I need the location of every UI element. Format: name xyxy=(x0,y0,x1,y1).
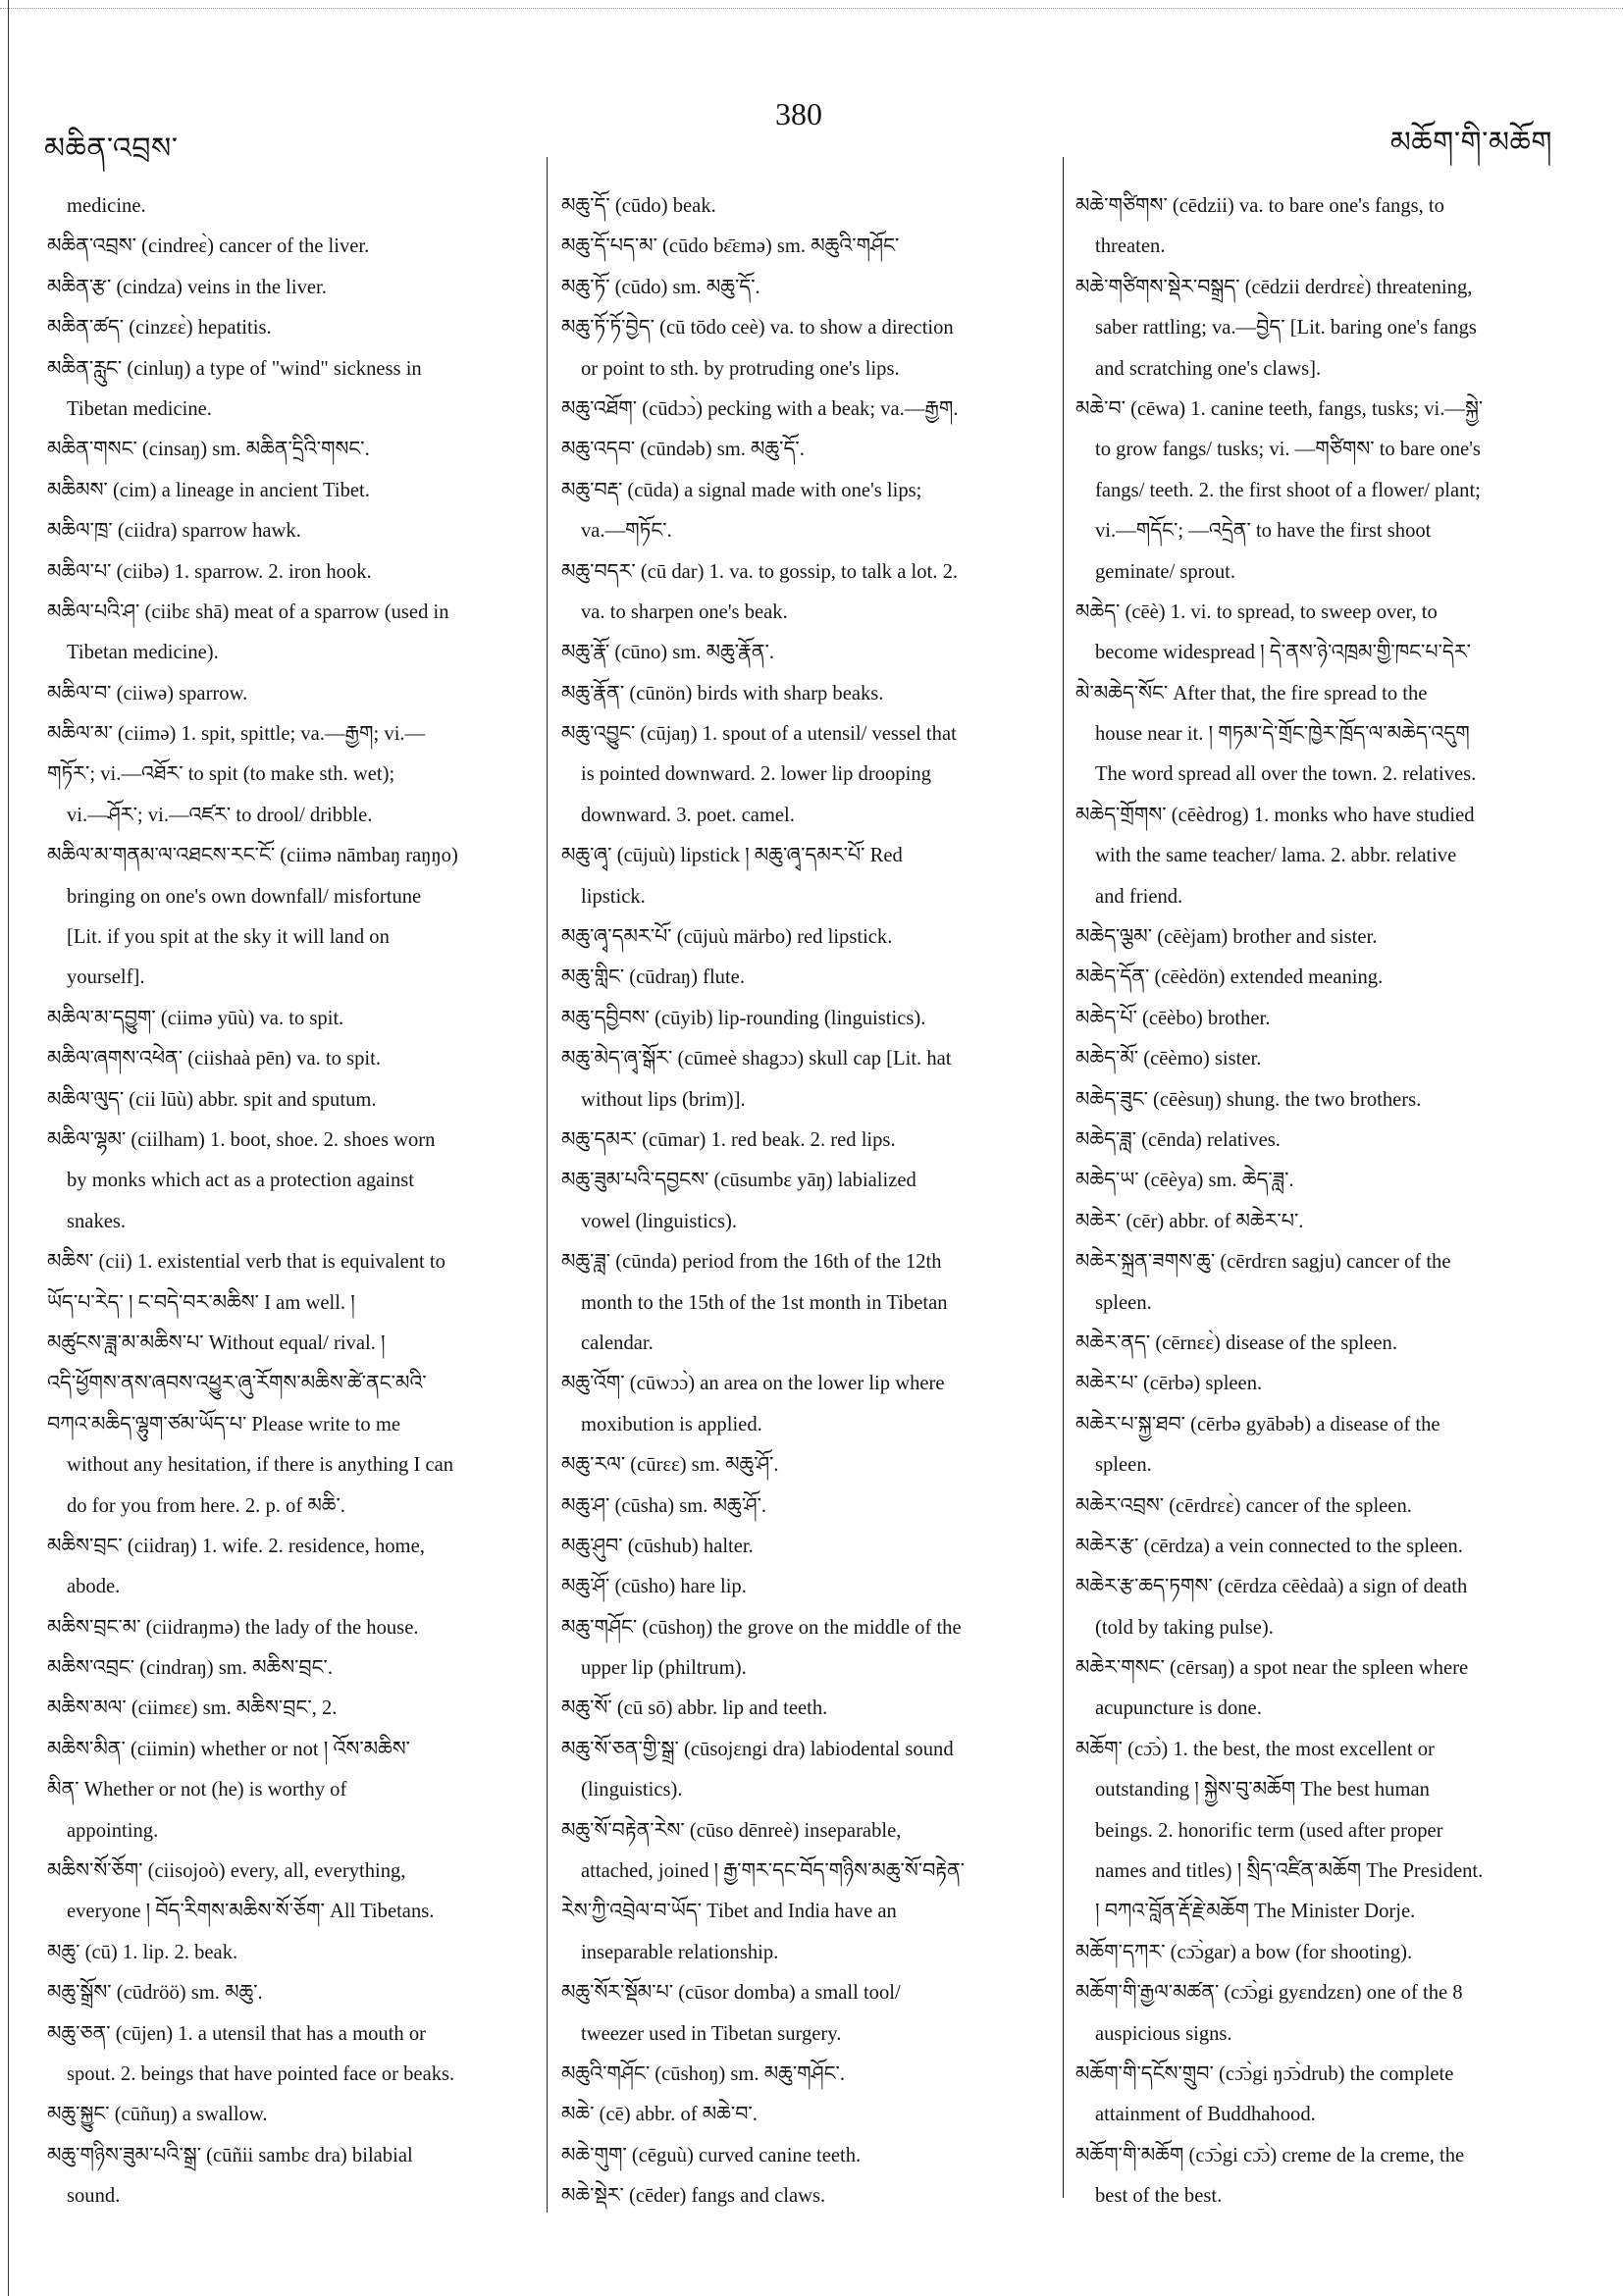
entry-headword-line: མཆུ་རྣོ་ (cūno) sm. མཆུ་རྣོན་. xyxy=(561,642,774,664)
entry-continuation-line: do for you from here. 2. p. of མཆི་. xyxy=(67,1494,345,1517)
entry-continuation-line: ། བཀའ་བློན་རྡོ་རྗེ་མཆོག The Minister Dorje. xyxy=(1095,1901,1416,1923)
entry-headword-line: མཆེད་ཟླ་ (cēnda) relatives. xyxy=(1075,1128,1281,1151)
entry-continuation-line: Tibetan medicine. xyxy=(67,397,212,420)
entry-headword-line: མཆེ་ (cē) abbr. of མཆེ་བ་. xyxy=(561,2104,758,2126)
entry-headword-line: མཆིལ་མ་དབྱུག་ (ciimə yūù) va. to spit. xyxy=(47,1007,344,1029)
entry-continuation-line: geminate/ sprout. xyxy=(1095,560,1235,583)
entry-headword-line: མཚུངས་ཟླ་མ་མཆིས་པ་ Without equal/ rival. ། xyxy=(47,1331,386,1354)
page-number: 380 xyxy=(775,96,822,131)
entry-headword-line: མཆུ་ཤུབ་ (cūshub) halter. xyxy=(561,1535,754,1557)
entry-headword-line: མཆུ་རྣོན་ (cūnön) birds with sharp beaks. xyxy=(561,682,884,704)
entry-continuation-line: (told by taking pulse). xyxy=(1095,1616,1274,1639)
entry-headword-line: མཆུ་འོག་ (cūwɔɔ̀) an area on the lower lip where xyxy=(561,1373,945,1395)
entry-headword-line: མིན་ Whether or not (he) is worthy of xyxy=(47,1779,347,1801)
entry-headword-line: མཆེར་ (cēr) abbr. of མཆེར་པ་. xyxy=(1075,1210,1304,1232)
entry-headword-line: མཆུ་སོ་བརྟེན་རེས་ (cūso dēnreè) inseparable, xyxy=(561,1819,902,1842)
entry-headword-line: མཆུ་ཤོ་ (cūsho) hare lip. xyxy=(561,1576,747,1598)
entry-headword-line: གཏོར་; vi.—འཐོར་ to spit (to make sth. wet); xyxy=(47,763,395,786)
entry-headword-line: མཆིས་ (cii) 1. existential verb that is equivalent to xyxy=(47,1251,445,1274)
entry-continuation-line: moxibution is applied. xyxy=(581,1413,762,1435)
entry-continuation-line: and friend. xyxy=(1095,885,1183,908)
entry-headword-line: མཆིལ་པ་ (ciibə) 1. sparrow. 2. iron hook. xyxy=(47,560,372,583)
entry-headword-line: མཆུ་འདབ་ (cūndəb) sm. མཆུ་དོ་. xyxy=(561,439,805,461)
entry-headword-line: མཆུ་གཉིས་ཟུམ་པའི་སྒྲ་ (cūñii sambɛ dra) bilabial xyxy=(47,2144,413,2166)
entry-headword-line: མཆིས་འབྲང་ (cindraŋ) sm. མཆིས་བྲང་. xyxy=(47,1657,333,1680)
entry-headword-line: མཆེར་ནད་ (cērnɛɛ̀) disease of the spleen. xyxy=(1075,1331,1397,1354)
entry-headword-line: མཆེད་ཡ་ (cēèya) sm. ཆེད་ཟླ་. xyxy=(1075,1170,1294,1192)
entry-headword-line: མཆེད་ (cēè) 1. vi. to spread, to sweep over, to xyxy=(1075,600,1438,623)
entry-continuation-line: beings. 2. honorific term (used after proper xyxy=(1095,1819,1443,1842)
entry-headword-line: མཆིལ་ལྷམ་ (ciilham) 1. boot, shoe. 2. shoes worn xyxy=(47,1128,436,1151)
entry-headword-line: མཆུ་གཤོང་ (cūshoŋ) the grove on the middle of the xyxy=(561,1616,962,1639)
entry-headword-line: མཆོག་གི་མཆོག (cɔ̄ɔ̀gi cɔ̄ɔ̀) creme de la creme, the xyxy=(1075,2144,1465,2166)
entry-continuation-line: spleen. xyxy=(1095,1454,1152,1477)
entry-headword-line: མཆུ་སོ་ཅན་གྱི་སྒྲ་ (cūsojɛngi dra) labiodental sound xyxy=(561,1738,954,1760)
entry-continuation-line: medicine. xyxy=(67,195,146,217)
entry-continuation-line: without lips (brim)]. xyxy=(581,1088,746,1111)
entry-headword-line: མཆིས་བྲང་མ་ (ciidraŋmə) the lady of the house. xyxy=(47,1616,419,1639)
entry-continuation-line: attainment of Buddhahood. xyxy=(1095,2104,1316,2126)
entry-continuation-line: (linguistics). xyxy=(581,1779,683,1801)
entry-headword-line: མཆིན་ཚད་ (cinzɛɛ̀) hepatitis. xyxy=(47,317,272,339)
entry-headword-line: མཆུ་ཟླ་ (cūnda) period from the 16th of the 12th xyxy=(561,1251,942,1274)
entry-headword-line: མཆུ་སོ་ (cū sō) abbr. lip and teeth. xyxy=(561,1697,828,1720)
entry-continuation-line: everyone ། བོད་རིགས་མཆིས་སོ་ཅོག་ All Tibetans. xyxy=(67,1901,435,1923)
entry-headword-line: མཆུ་སྒྲོས་ (cūdröö) sm. མཆུ་. xyxy=(47,1982,263,2005)
entry-continuation-line: spleen. xyxy=(1095,1291,1152,1314)
entry-continuation-line: house near it. ། གཏམ་དེ་གྲོང་ཁྱེར་ཁྲོད་ལ་མཆེད་འདུག xyxy=(1095,723,1470,746)
entry-headword-line: མཆིལ་ཁྲ་ (ciidra) sparrow hawk. xyxy=(47,520,301,543)
entry-headword-line: བཀའ་མཆིད་ལྷུག་ཙམ་ཡོད་པ་ Please write to me xyxy=(47,1413,400,1435)
dictionary-column-2 xyxy=(561,186,1052,2218)
entry-headword-line: མཆུ་སོར་སྡོམ་པ་ (cūsor domba) a small tool/ xyxy=(561,1982,901,2005)
entry-headword-line: མཆོག་གི་རྒྱལ་མཚན་ (cɔ̄ɔ̀gi gyɛndzɛn) one of the 8 xyxy=(1075,1982,1463,2005)
entry-headword-line: མཆུ་ཏོ་ཏོ་བྱེད་ (cū tōdo ceè) va. to show a direction xyxy=(561,317,954,339)
entry-continuation-line: by monks which act as a protection against xyxy=(67,1170,415,1192)
entry-headword-line: མཆེར་གསང་ (cērsaŋ) a spot near the spleen where xyxy=(1075,1657,1469,1680)
entry-headword-line: མཆིས་སོ་ཅོག་ (ciisojoò) every, all, everything, xyxy=(47,1860,406,1883)
entry-headword-line: མཆེར་སྐྲན་ཟགས་ཆུ་ (cērdrɛn sagju) cancer of the xyxy=(1075,1251,1451,1274)
entry-continuation-line: and scratching one's claws]. xyxy=(1095,357,1322,380)
right-guide-word: མཆོག་གི་མཆོག xyxy=(1389,127,1552,159)
entry-continuation-line: vowel (linguistics). xyxy=(581,1210,738,1232)
entry-headword-line: མཆུ་མེད་ཞྭ་སྒོར་ (cūmeè shagɔɔ) skull cap [Lit. hat xyxy=(561,1048,952,1070)
entry-headword-line: མཆིལ་བ་ (ciiwə) sparrow. xyxy=(47,682,248,704)
column-divider xyxy=(1063,157,1064,2198)
entry-headword-line: མཆུ་དབྱིབས་ (cūyib) lip-rounding (linguistics). xyxy=(561,1007,926,1029)
entry-headword-line: རེས་ཀྱི་འབྲེལ་བ་ཡོད་ Tibet and India have an xyxy=(561,1901,897,1923)
entry-continuation-line: is pointed downward. 2. lower lip drooping xyxy=(581,763,931,786)
entry-headword-line: མཆུ་དོ་ (cūdo) beak. xyxy=(561,195,716,217)
entry-headword-line: མཆུ་ཟུམ་པའི་དབྱངས་ (cūsumbɛ yāŋ) labialized xyxy=(561,1170,916,1192)
entry-continuation-line: fangs/ teeth. 2. the first shoot of a flower/ plant; xyxy=(1095,479,1481,501)
entry-headword-line: མཆུ་འབྱུང་ (cūjaŋ) 1. spout of a utensil/ vessel that xyxy=(561,723,957,746)
entry-continuation-line: to grow fangs/ tusks; vi. —གཙིགས་ to bare one's xyxy=(1095,439,1481,461)
column-divider xyxy=(547,157,548,2213)
entry-headword-line: མཆེར་པ་ (cērbə) spleen. xyxy=(1075,1373,1263,1395)
entry-headword-line: མཆིལ་ཞགས་འཕེན་ (ciishaà pēn) va. to spit. xyxy=(47,1048,381,1070)
entry-headword-line: འདི་ཕྱོགས་ནས་ཞབས་འཕྱུར་ཞུ་རོགས་མཆིས་ཚེ་ནང་མའི་ xyxy=(47,1373,427,1395)
entry-continuation-line: sound. xyxy=(67,2185,121,2208)
entry-headword-line: མཆུ་ཞྭ་དམར་པོ་ (cūjuù märbo) red lipstick. xyxy=(561,926,893,949)
entry-headword-line: མཆུ་ཅན་ (cūjen) 1. a utensil that has a mouth or xyxy=(47,2022,427,2045)
entry-headword-line: མཆེ་སྡེར་ (cēder) fangs and claws. xyxy=(561,2185,826,2208)
entry-continuation-line: spout. 2. beings that have pointed face or beaks. xyxy=(67,2062,455,2085)
entry-headword-line: མཆེར་རྩ་ཆད་ཏགས་ (cērdza cēèdaà) a sign of death xyxy=(1075,1576,1468,1598)
entry-headword-line: མཆིལ་པའི་ཤ་ (ciibɛ shā) meat of a sparrow (used in xyxy=(47,600,449,623)
entry-headword-line: མཆེ་གཙིགས་སྡེར་བསྒྲད་ (cēdzii derdrɛɛ̀) threatening, xyxy=(1075,276,1473,298)
entry-headword-line: མཆེར་རྩ་ (cērdza) a vein connected to the spleen. xyxy=(1075,1535,1463,1557)
entry-headword-line: མཆིན་འབྲས་ (cindreɛ̀) cancer of the liver. xyxy=(47,235,370,258)
entry-continuation-line: Tibetan medicine). xyxy=(67,642,219,664)
entry-headword-line: མཆུ་རལ་ (cūrɛɛ) sm. མཆུ་ཤོ་. xyxy=(561,1454,779,1477)
entry-headword-line: མཆུ་གླིང་ (cūdraŋ) flute. xyxy=(561,966,745,989)
entry-headword-line: མཆེ་གུག་ (cēguù) curved canine teeth. xyxy=(561,2144,862,2166)
entry-continuation-line: appointing. xyxy=(67,1819,159,1842)
entry-continuation-line: lipstick. xyxy=(581,885,646,908)
entry-continuation-line: calendar. xyxy=(581,1331,654,1354)
entry-headword-line: མཆོག་ (cɔ̄ɔ̀) 1. the best, the most excellent or xyxy=(1075,1738,1435,1760)
entry-headword-line: མཆུའི་གཤོང་ (cūshoŋ) sm. མཆུ་གཤོང་. xyxy=(561,2062,846,2085)
entry-continuation-line: with the same teacher/ lama. 2. abbr. relative xyxy=(1095,845,1457,867)
entry-continuation-line: names and titles) ། སྲིད་འཛིན་མཆོག The President. xyxy=(1095,1860,1484,1883)
entry-headword-line: མཆིས་བྲང་ (ciidraŋ) 1. wife. 2. residence, home, xyxy=(47,1535,425,1557)
entry-continuation-line: snakes. xyxy=(67,1210,127,1232)
entry-continuation-line: saber rattling; va.—བྱེད་ [Lit. baring one's fangs xyxy=(1095,317,1477,339)
entry-continuation-line: downward. 3. poet. camel. xyxy=(581,804,795,826)
entry-headword-line: མཆོག་གི་དངོས་གྲུབ་ (cɔ̄ɔ̀gi ŋɔ̄ɔ̀drub) the complete xyxy=(1075,2062,1454,2085)
dictionary-column-3 xyxy=(1075,186,1578,2218)
entry-continuation-line: inseparable relationship. xyxy=(581,1941,779,1963)
entry-continuation-line: yourself]. xyxy=(67,966,145,989)
entry-continuation-line: or point to sth. by protruding one's lips. xyxy=(581,357,900,380)
entry-headword-line: མཆུ་དོ་པད་མ་ (cūdo bɛ̄ɛmə) sm. མཆུའི་གཤོང་ xyxy=(561,235,900,258)
entry-headword-line: མཆིལ་མ་གནམ་ལ་འཐངས་རང་ངོ་ (ciimə nāmbaŋ raŋŋo) xyxy=(47,845,458,867)
entry-headword-line: མཆེད་དོན་ (cēèdön) extended meaning. xyxy=(1075,966,1384,989)
entry-headword-line: མཆེར་པ་སྐྱ་ཐབ་ (cērbə gyābəb) a disease of the xyxy=(1075,1413,1440,1435)
entry-continuation-line: The word spread all over the town. 2. relatives. xyxy=(1095,763,1477,786)
entry-headword-line: མཆུ་སྐྱུང་ (cūñuŋ) a swallow. xyxy=(47,2104,268,2126)
entry-continuation-line: best of the best. xyxy=(1095,2185,1223,2208)
entry-headword-line: མཆུ་བདར་ (cū dar) 1. va. to gossip, to talk a lot. 2. xyxy=(561,560,959,583)
entry-headword-line: མཆེད་གྲོགས་ (cēèdrog) 1. monks who have studied xyxy=(1075,804,1475,826)
entry-headword-line: མཆིལ་མ་ (ciimə) 1. spit, spittle; va.—རྒྱག; vi.— xyxy=(47,723,426,746)
entry-continuation-line: vi.—གདོང་; —འདྲེན་ to have the first shoot xyxy=(1095,520,1432,543)
entry-headword-line: མཆིས་མལ་ (ciimɛɛ) sm. མཆིས་བྲང་, 2. xyxy=(47,1697,338,1720)
entry-headword-line: མཆིས་མིན་ (ciimin) whether or not ། འོས་མཆིས་ xyxy=(47,1738,411,1760)
entry-continuation-line: become widespread ། དེ་ནས་ཉེ་འཁྲམ་གྱི་ཁང་པ་དེར་ xyxy=(1095,642,1471,664)
entry-continuation-line: abode. xyxy=(67,1576,121,1598)
entry-headword-line: མཆུ་ (cū) 1. lip. 2. beak. xyxy=(47,1941,238,1963)
entry-headword-line: མཆེད་མོ་ (cēèmo) sister. xyxy=(1075,1048,1262,1070)
entry-headword-line: མཆེད་ལྕམ་ (cēèjam) brother and sister. xyxy=(1075,926,1378,949)
entry-continuation-line: outstanding ། སྐྱེས་བུ་མཆོག The best human xyxy=(1095,1779,1430,1801)
entry-continuation-line: tweezer used in Tibetan surgery. xyxy=(581,2022,842,2045)
entry-continuation-line: bringing on one's own downfall/ misfortune xyxy=(67,885,422,908)
page-edge-line xyxy=(8,0,9,2296)
left-guide-word: མཆིན་འབྲས་ xyxy=(44,132,179,165)
entry-headword-line: མཆེར་འབྲས་ (cērdrɛɛ̀) cancer of the spleen. xyxy=(1075,1494,1412,1517)
entry-continuation-line: acupuncture is done. xyxy=(1095,1697,1262,1720)
entry-continuation-line: va. to sharpen one's beak. xyxy=(581,600,788,623)
entry-headword-line: མཆུ་ཞྭ་ (cūjuù) lipstick ། མཆུ་ཞྭ་དམར་པོ་ Red xyxy=(561,845,903,867)
entry-continuation-line: attached, joined ། རྒྱ་གར་དང་བོད་གཉིས་མཆུ་སོ་བརྟེན་ xyxy=(581,1860,966,1883)
dictionary-column-1 xyxy=(47,186,533,2218)
entry-headword-line: མཆེད་པོ་ (cēèbo) brother. xyxy=(1075,1007,1271,1029)
page-header xyxy=(0,0,1623,165)
entry-continuation-line: auspicious signs. xyxy=(1095,2022,1232,2045)
entry-continuation-line: upper lip (philtrum). xyxy=(581,1657,747,1680)
entry-headword-line: མཆིམས་ (cim) a lineage in ancient Tibet. xyxy=(47,479,370,501)
entry-headword-line: མཆུ་བརྡ་ (cūda) a signal made with one's lips; xyxy=(561,479,922,501)
entry-continuation-line: month to the 15th of the 1st month in Tibetan xyxy=(581,1291,948,1314)
entry-headword-line: ཡོད་པ་རེད་ ། ང་བདེ་བར་མཆིས་ I am well. ། xyxy=(47,1291,355,1314)
entry-headword-line: མཆུ་ཏོ་ (cūdo) sm. མཆུ་དོ་. xyxy=(561,276,760,298)
entry-headword-line: མཆིན་གསང་ (cinsaŋ) sm. མཆིན་དྲིའི་གསང་. xyxy=(47,439,370,461)
entry-headword-line: མཆིན་རླུང་ (cinluŋ) a type of "wind" sickness in xyxy=(47,357,422,380)
entry-headword-line: མཆུ་དམར་ (cūmar) 1. red beak. 2. red lips. xyxy=(561,1128,896,1151)
entry-headword-line: མཆིལ་ལུད་ (cii lūù) abbr. spit and sputum. xyxy=(47,1088,377,1111)
entry-continuation-line: vi.—ཤོར་; vi.—འཛར་ to drool/ dribble. xyxy=(67,804,373,826)
entry-headword-line: མཆུ་ཤ་ (cūsha) sm. མཆུ་ཤོ་. xyxy=(561,1494,767,1517)
entry-headword-line: མཆུ་འཐོག་ (cūdɔɔ̀) pecking with a beak; va.—རྒྱག. xyxy=(561,397,959,420)
entry-headword-line: མེ་མཆེད་སོང་ After that, the fire spread to the xyxy=(1075,682,1428,704)
entry-headword-line: མཆེད་ཟུང་ (cēèsuŋ) shung. the two brothers. xyxy=(1075,1088,1422,1111)
entry-headword-line: མཆོག་དཀར་ (cɔ̄ɔ̀gar) a bow (for shooting). xyxy=(1075,1941,1413,1963)
entry-continuation-line: va.—གཏོང་. xyxy=(581,520,672,543)
entry-headword-line: མཆེ་གཙིགས་ (cēdzii) va. to bare one's fangs, to xyxy=(1075,195,1444,217)
entry-headword-line: མཆིན་རྩ་ (cindza) veins in the liver. xyxy=(47,276,327,298)
entry-continuation-line: threaten. xyxy=(1095,235,1166,258)
entry-continuation-line: [Lit. if you spit at the sky it will land on xyxy=(67,926,390,949)
entry-headword-line: མཆེ་བ་ (cēwa) 1. canine teeth, fangs, tusks; vi.—སྐྱེ་ xyxy=(1075,397,1484,420)
entry-continuation-line: without any hesitation, if there is anything I can xyxy=(67,1454,454,1477)
